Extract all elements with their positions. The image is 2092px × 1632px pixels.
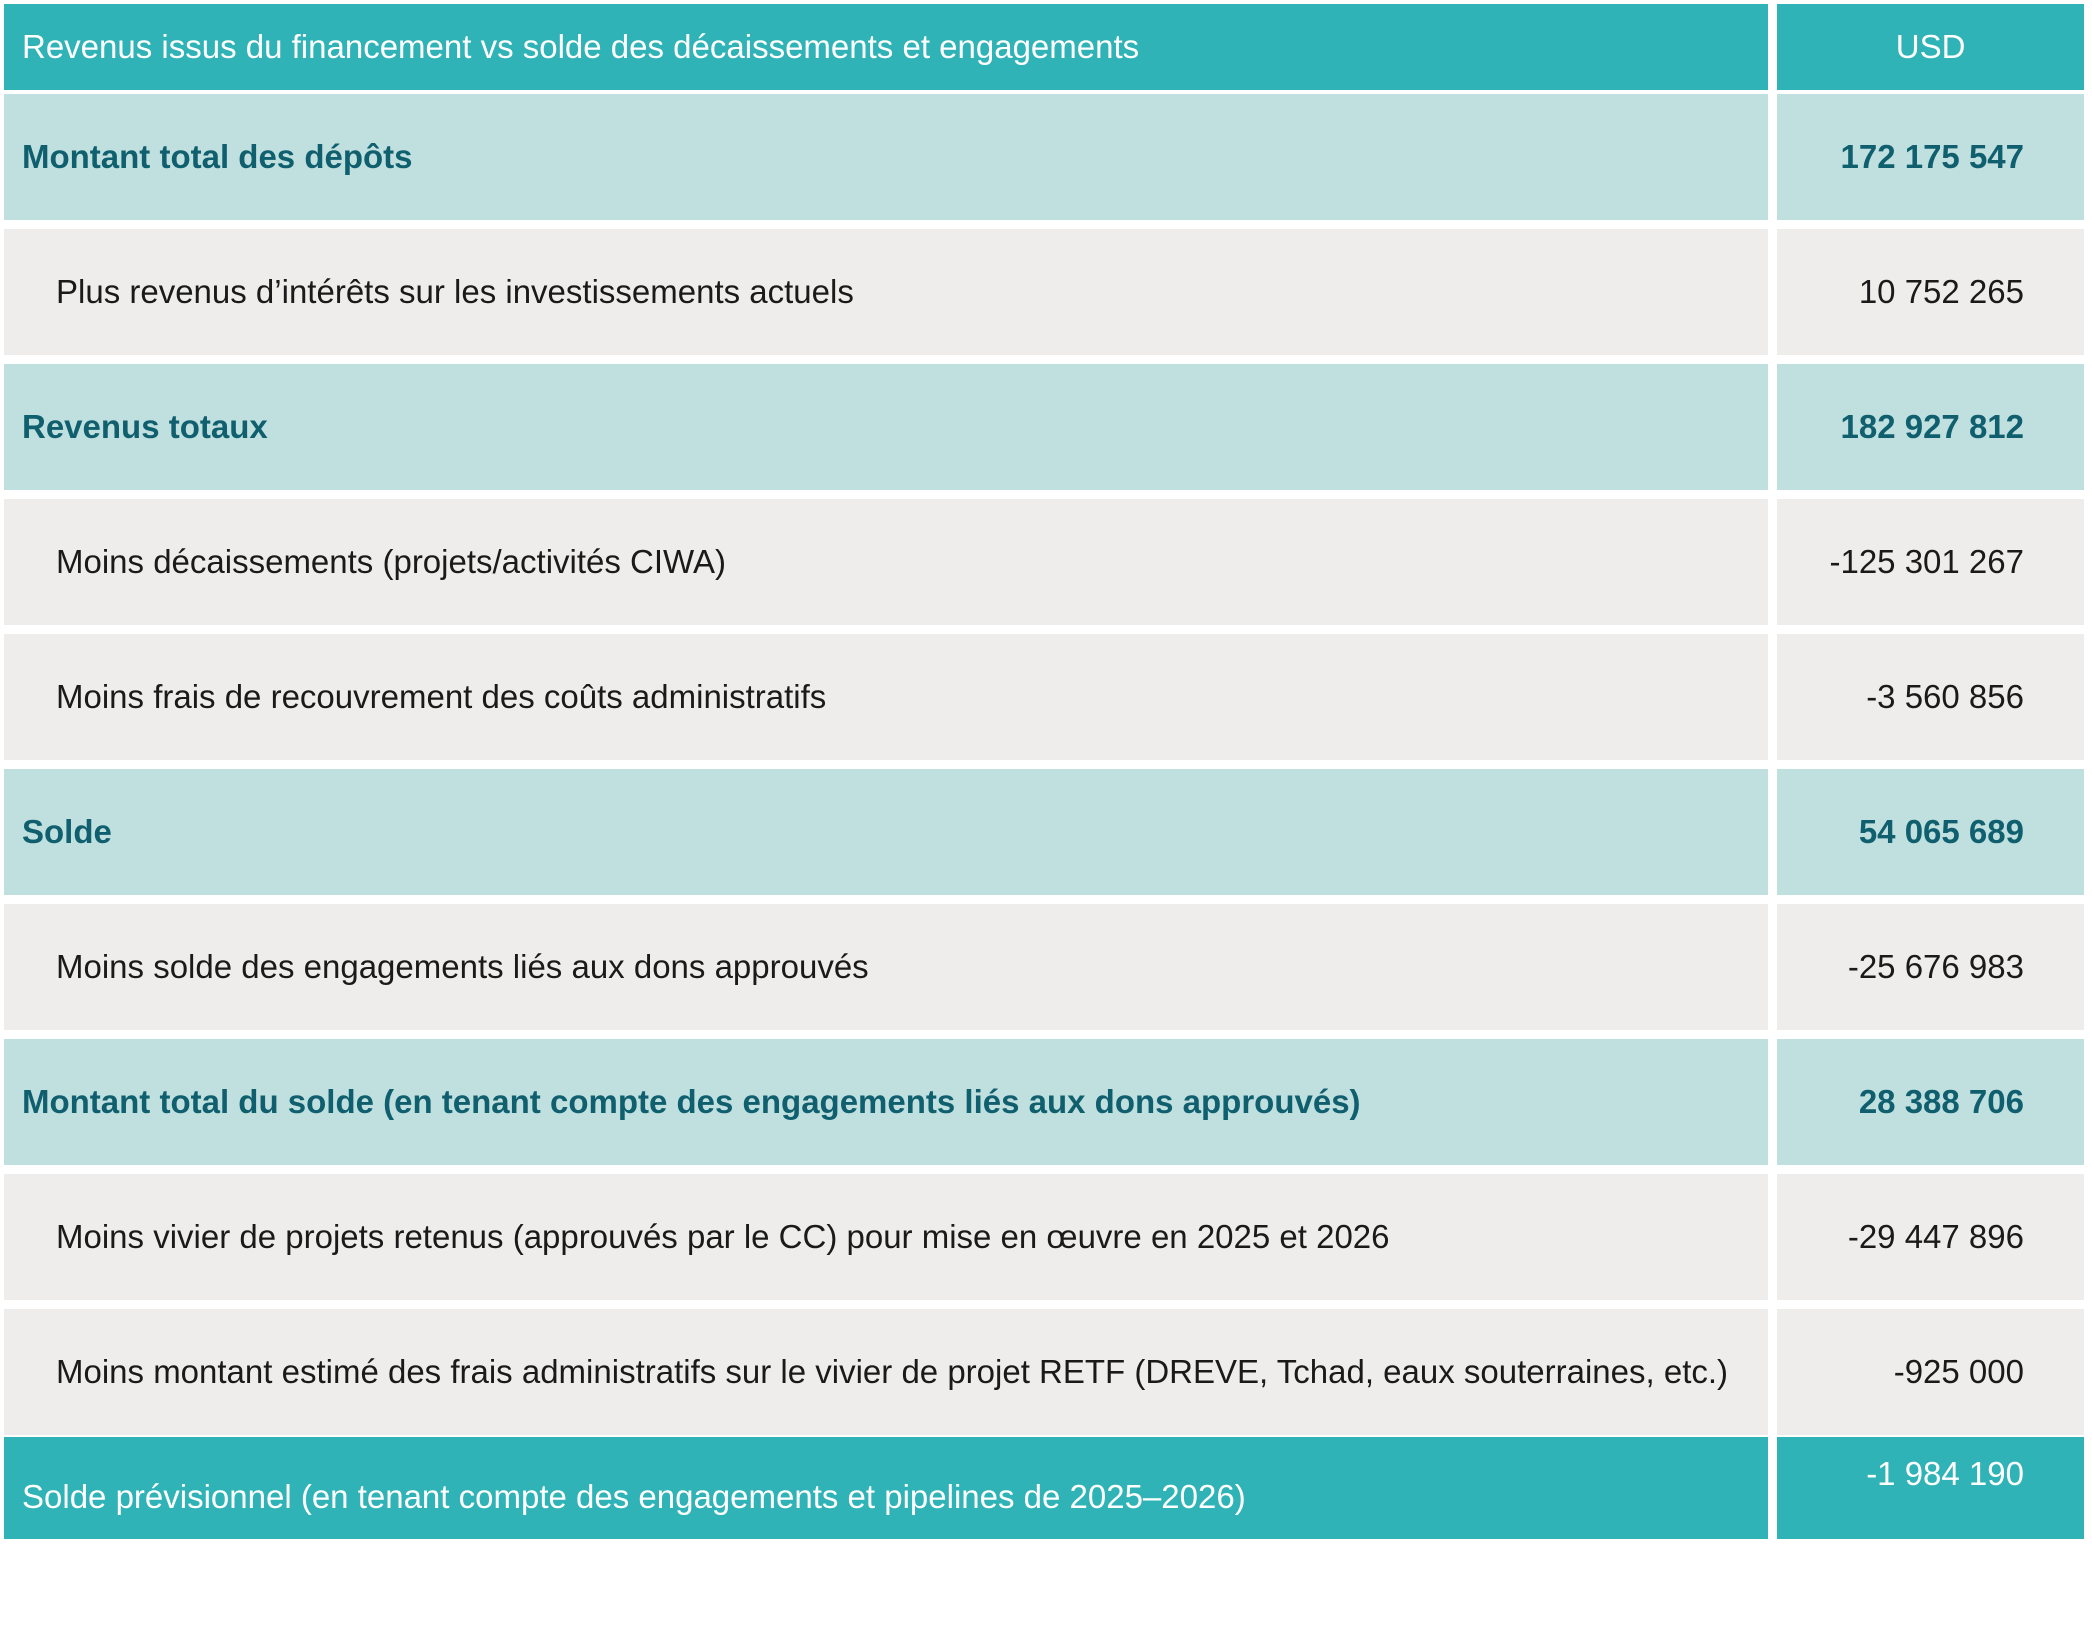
row-label: Moins décaissements (projets/activités CIWA) bbox=[4, 499, 1768, 625]
row-value: -25 676 983 bbox=[1777, 904, 2084, 1030]
currency-header: USD bbox=[1777, 4, 2084, 90]
table-row bbox=[4, 904, 2084, 1030]
table-row bbox=[4, 769, 2084, 895]
row-label: Moins solde des engagements liés aux dons approuvés bbox=[4, 904, 1768, 1030]
table-footer bbox=[4, 1437, 2084, 1539]
footer-label: Solde prévisionnel (en tenant compte des engagements et pipelines de 2025–2026) bbox=[4, 1437, 1768, 1539]
table-row bbox=[4, 1174, 2084, 1300]
table-row bbox=[4, 499, 2084, 625]
row-label: Revenus totaux bbox=[4, 364, 1768, 490]
row-label: Moins vivier de projets retenus (approuvés par le CC) pour mise en œuvre en 2025 et 2026 bbox=[4, 1174, 1768, 1300]
row-label: Moins frais de recouvrement des coûts administratifs bbox=[4, 634, 1768, 760]
row-value: 28 388 706 bbox=[1777, 1039, 2084, 1165]
row-value: 10 752 265 bbox=[1777, 229, 2084, 355]
table-row bbox=[4, 1309, 2084, 1435]
row-value: 54 065 689 bbox=[1777, 769, 2084, 895]
table-row bbox=[4, 229, 2084, 355]
row-label: Montant total des dépôts bbox=[4, 94, 1768, 220]
table-row bbox=[4, 94, 2084, 220]
row-value: -925 000 bbox=[1777, 1309, 2084, 1435]
row-value: -3 560 856 bbox=[1777, 634, 2084, 760]
row-label: Moins montant estimé des frais administratifs sur le vivier de projet RETF (DREVE, Tchad, eaux souterraines, etc.) bbox=[4, 1309, 1768, 1435]
row-value: -125 301 267 bbox=[1777, 499, 2084, 625]
table-title: Revenus issus du financement vs solde des décaissements et engagements bbox=[4, 4, 1768, 90]
row-label: Plus revenus d’intérêts sur les investissements actuels bbox=[4, 229, 1768, 355]
table-header bbox=[4, 4, 2084, 90]
table-row bbox=[4, 634, 2084, 760]
table-row bbox=[4, 364, 2084, 490]
table-row bbox=[4, 1039, 2084, 1165]
row-value: -29 447 896 bbox=[1777, 1174, 2084, 1300]
footer-value: -1 984 190 bbox=[1777, 1437, 2084, 1539]
row-label: Montant total du solde (en tenant compte des engagements liés aux dons approuvés) bbox=[4, 1039, 1768, 1165]
row-value: 172 175 547 bbox=[1777, 94, 2084, 220]
row-label: Solde bbox=[4, 769, 1768, 895]
row-value: 182 927 812 bbox=[1777, 364, 2084, 490]
funding-balance-table bbox=[4, 4, 2084, 1539]
